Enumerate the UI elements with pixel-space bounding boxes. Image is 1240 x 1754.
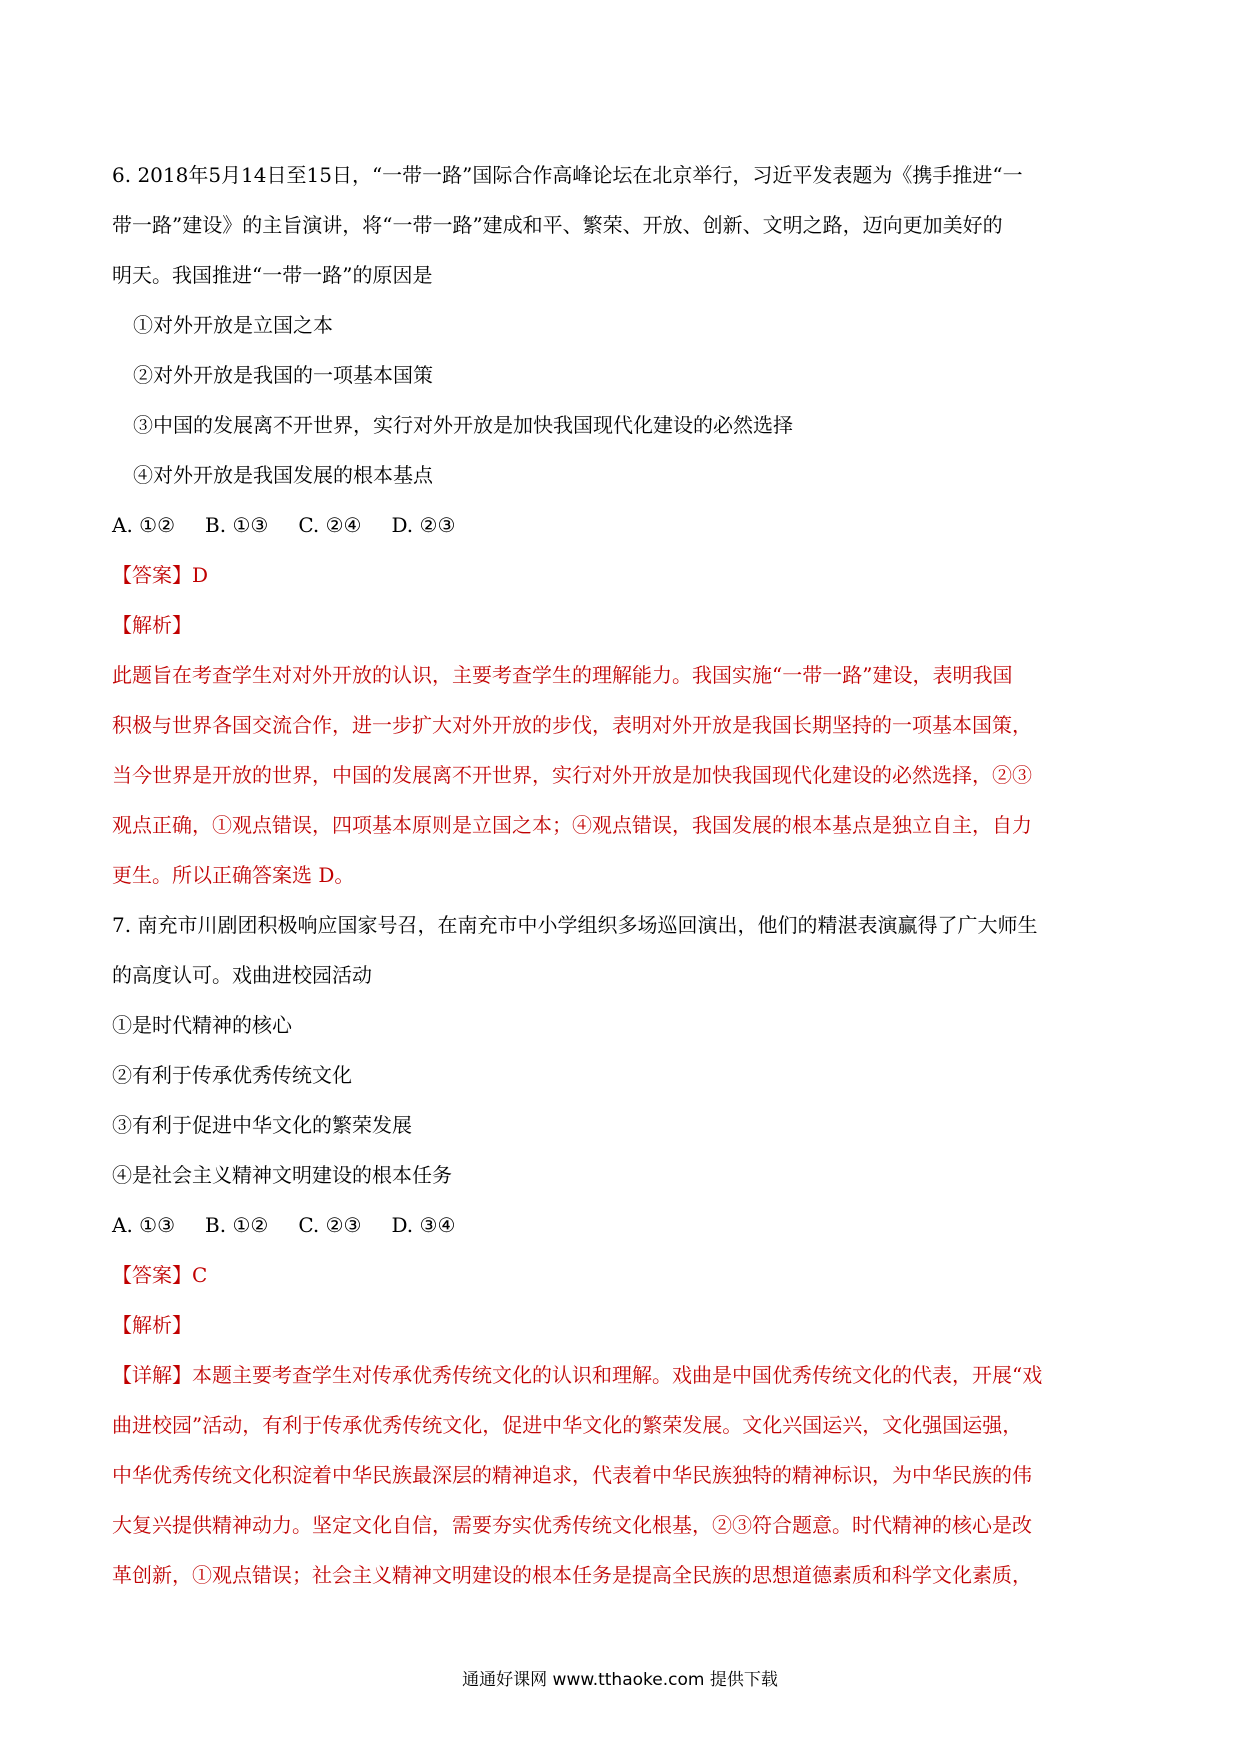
q6-option-b: B. ①③ [205,513,269,537]
q6-item-2: ②对外开放是我国的一项基本国策 [133,363,433,387]
q6-analysis-line-3: 当今世界是开放的世界，中国的发展离不开世界，实行对外开放是加快我国现代化建设的必然选择，②③ [112,763,1032,787]
q6-option-d: D. ②③ [391,513,456,537]
q6-stem-line-3: 明天。我国推进“一带一路”的原因是 [112,263,433,287]
q7-stem-line-2: 的高度认可。戏曲进校园活动 [112,963,372,987]
q7-option-b: B. ①② [205,1213,269,1237]
q6-item-3: ③中国的发展离不开世界，实行对外开放是加快我国现代化建设的必然选择 [133,413,793,437]
document-page [112,150,1132,1600]
q7-analysis-line-2: 曲进校园”活动，有利于传承优秀传统文化，促进中华文化的繁荣发展。文化兴国运兴，文化强国运强， [112,1413,1023,1437]
q6-analysis-line-2: 积极与世界各国交流合作，进一步扩大对外开放的步伐，表明对外开放是我国长期坚持的一项基本国策， [112,713,1032,737]
q6-item-4: ④对外开放是我国发展的根本基点 [133,463,433,487]
q7-option-a: A. ①③ [112,1213,176,1237]
q7-answer-tag: 【答案】 [112,1263,192,1287]
q6-analysis-line-4: 观点正确，①观点错误，四项基本原则是立国之本；④观点错误，我国发展的根本基点是独立自主，自力 [112,813,1032,837]
q6-answer-tag: 【答案】 [112,563,192,587]
q7-answer-value: C [192,1263,208,1287]
question-6 [112,150,1132,900]
question-7 [112,900,1132,1600]
q7-item-4: ④是社会主义精神文明建设的根本任务 [112,1163,452,1187]
q7-options [112,1200,1132,1250]
q6-analysis-line-5: 更生。所以正确答案选 D。 [112,863,355,887]
q6-item-1: ①对外开放是立国之本 [133,313,333,337]
q6-option-c: C. ②④ [298,513,362,537]
q7-analysis-line-3: 中华优秀传统文化积淀着中华民族最深层的精神追求，代表着中华民族独特的精神标识，为中华民族的伟 [112,1463,1032,1487]
q6-options [112,500,1132,550]
q7-answer [112,1250,1132,1300]
q7-analysis-line-5: 革创新，①观点错误；社会主义精神文明建设的根本任务是提高全民族的思想道德素质和科学文化素质， [112,1563,1032,1587]
q7-item-3: ③有利于促进中华文化的繁荣发展 [112,1113,412,1137]
q7-analysis-tag: 【解析】 [112,1313,192,1337]
q6-stem-line-1: 6. 2018年5月14日至15日，“一带一路”国际合作高峰论坛在北京举行，习近平发表题为《携手推进“一 [112,163,1023,187]
q7-analysis-line-1: 【详解】本题主要考查学生对传承优秀传统文化的认识和理解。戏曲是中国优秀传统文化的代表，开展“戏 [112,1363,1043,1387]
q6-analysis-tag: 【解析】 [112,613,192,637]
q7-item-2: ②有利于传承优秀传统文化 [112,1063,352,1087]
q6-analysis-line-1: 此题旨在考查学生对对外开放的认识，主要考查学生的理解能力。我国实施“一带一路”建设，表明我国 [112,663,1013,687]
q7-option-d: D. ③④ [391,1213,456,1237]
q7-option-c: C. ②③ [298,1213,362,1237]
q6-answer-value: D [192,563,209,587]
q7-stem-line-1: 7. 南充市川剧团积极响应国家号召，在南充市中小学组织多场巡回演出，他们的精湛表演赢得了广大师生 [112,913,1038,937]
page-footer: 通通好课网 www.tthaoke.com 提供下载 [462,1670,778,1690]
q7-analysis-line-4: 大复兴提供精神动力。坚定文化自信，需要夯实优秀传统文化根基，②③符合题意。时代精神的核心是改 [112,1513,1032,1537]
q7-item-1: ①是时代精神的核心 [112,1013,292,1037]
q6-option-a: A. ①② [112,513,176,537]
q6-stem-line-2: 带一路”建设》的主旨演讲，将“一带一路”建成和平、繁荣、开放、创新、文明之路，迈向更加美好的 [112,213,1003,237]
q6-answer [112,550,1132,600]
